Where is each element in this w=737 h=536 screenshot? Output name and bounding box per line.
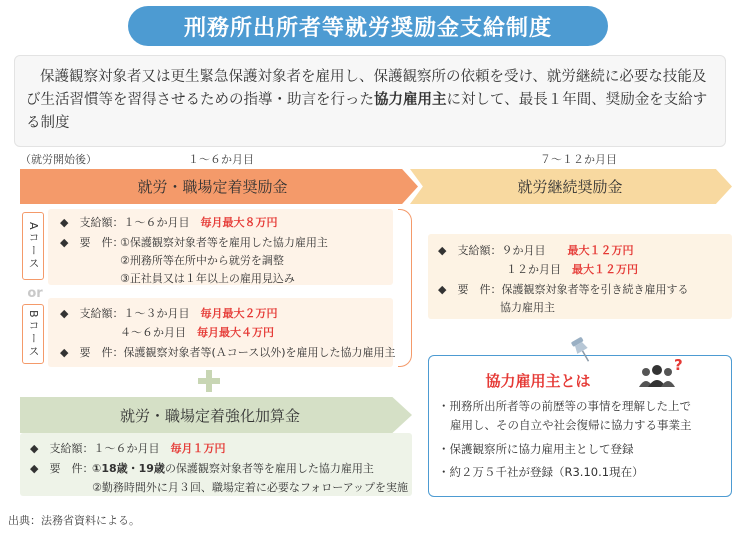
stage2-amount-1: ◆ 支給額：９か月目 最大１２万円 <box>438 244 634 257</box>
source-note: 出典：法務省資料による。 <box>8 514 140 527</box>
or-label: or <box>27 286 43 301</box>
course-b-tab: Bコース <box>22 304 44 364</box>
stage2-req-1: ◆ 要 件：保護観察対象者等を引き続き雇用する <box>438 283 689 296</box>
course-a-req-1: ①保護観察対象者等を雇用した協力雇用主 <box>120 236 328 249</box>
course-a-amount: ◆ 支給額：１～６か月目 毎月最大８万円 <box>60 216 278 229</box>
timeline-period-2: ７～１２か月目 <box>540 153 617 166</box>
course-a-req-3: ③正社員又は１年以上の雇用見込み <box>120 272 295 285</box>
course-a-req-label: ◆ 要 件： <box>60 236 124 249</box>
stage2-req-2: 協力雇用主 <box>500 301 555 314</box>
partner-bullet-2: ・保護観察所に協力雇用主として登録 <box>438 442 634 456</box>
brace-connector <box>398 209 412 367</box>
plus-icon <box>198 370 220 392</box>
bonus-req-2: ②勤務時間外に月３回、職場定着に必要なフォローアップを実施 <box>92 481 408 494</box>
pin-icon <box>567 335 597 365</box>
timeline-start-label: （就労開始後） <box>20 153 97 166</box>
course-b-amount-1: ◆ 支給額：１～３か月目 毎月最大２万円 <box>60 307 278 320</box>
partner-bullet-3: ・約２万５千社が登録（R3.10.1現在） <box>438 465 644 479</box>
stage2-amount-2: １２か月目 最大１２万円 <box>506 263 638 276</box>
bonus-label: 就労・職場定着強化加算金 <box>119 406 300 425</box>
course-b-amount-2: ４～６か月目 毎月最大４万円 <box>120 326 274 339</box>
course-a-tab: Aコース <box>22 212 44 280</box>
bonus-req-label: ◆ 要 件： <box>30 462 94 475</box>
stage1-label: 就労・職場定着奨励金 <box>137 178 288 196</box>
timeline-period-1: １～６か月目 <box>188 153 254 166</box>
people-icon <box>637 363 677 389</box>
partner-bullet-1a: ・刑務所出所者等の前歴等の事情を理解した上で <box>438 399 691 413</box>
partner-bullet-1b: 雇用し、その自立や社会復帰に協力する事業主 <box>450 418 692 432</box>
partner-title: 協力雇用主とは <box>485 372 591 390</box>
bonus-req-1: ①18歳・19歳の保護観察対象者等を雇用した協力雇用主 <box>92 462 374 475</box>
page-title: 刑務所出所者等就労奨励金支給制度 <box>128 6 608 46</box>
course-a-req-2: ②刑務所等在所中から就労を調整 <box>120 254 284 267</box>
stage2-label: 就労継続奨励金 <box>517 178 623 196</box>
course-b-req: ◆ 要 件：保護観察対象者等(Ａコース以外)を雇用した協力雇用主 <box>60 346 396 359</box>
bonus-amount: ◆ 支給額：１～６か月目 毎月１万円 <box>30 442 226 455</box>
intro-text: 保護観察対象者又は更生緊急保護対象者を雇用し、保護観察所の依頼を受け、就労継続に必要な技能及び生活習慣等を習得させるための指導・助言を行った協力雇用主に対して、最長１年間、奨励金を支給する制度 <box>26 69 708 131</box>
question-mark-icon: ? <box>674 356 683 374</box>
